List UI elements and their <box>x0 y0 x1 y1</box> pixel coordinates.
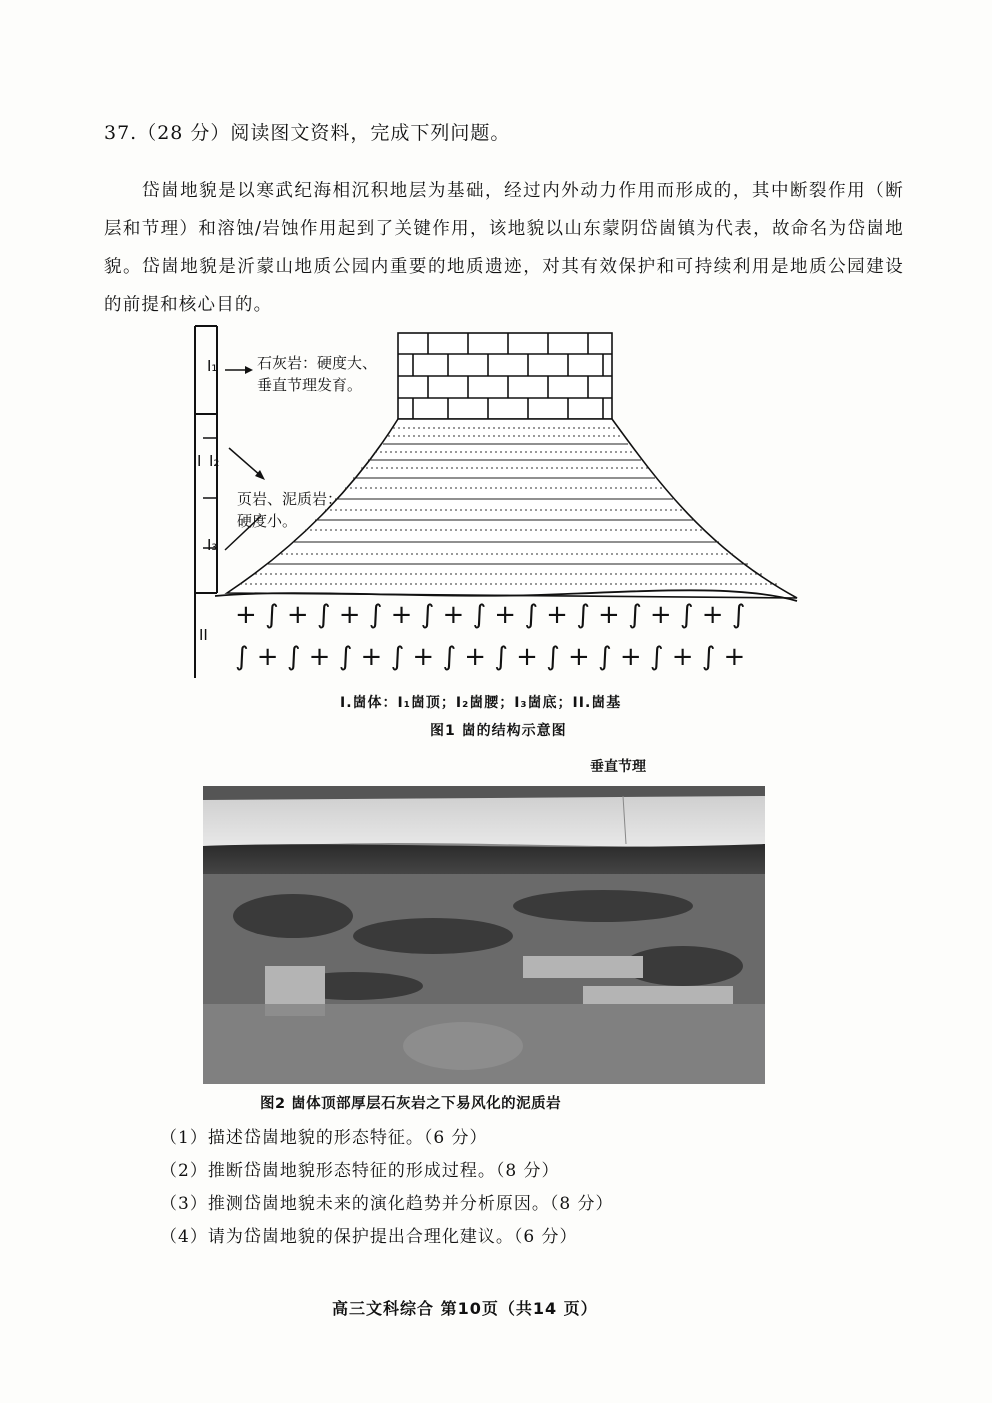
sub-questions <box>160 1122 614 1254</box>
page-footer: 高三文科综合 第10页（共14 页） <box>332 1299 598 1318</box>
shale-label-2: 硬度小。 <box>237 512 298 530</box>
svg-text:+ ∫ + ∫ + ∫ + ∫ + ∫ + ∫ + ∫ +: + ∫ + ∫ + ∫ + ∫ + ∫ + ∫ + ∫ + ∫ + ∫ + ∫ <box>235 600 746 630</box>
label-I2: I₂ <box>209 452 220 470</box>
sub-question-1: （1）描述岱崮地貌的形态特征。（6 分） <box>160 1128 488 1148</box>
question-intro: 岱崮地貌是以寒武纪海相沉积地层为基础，经过内外动力作用而形成的，其中断裂作用（断层和节理）和溶蚀/岩蚀作用起到了关键作用，该地貌以山东蒙阴岱崮镇为代表，故命名为岱崮地貌。岱崮地貌是沂蒙山地质公园内重要的地质遗迹，对其有效保护和可持续利用是地质公园建设的前提和核心目的。 <box>104 181 904 315</box>
sub-question-3: （3）推测岱崮地貌未来的演化趋势并分析原因。（8 分） <box>160 1194 614 1214</box>
limestone-label-2: 垂直节理发育。 <box>257 376 363 394</box>
figure2-photo <box>203 786 765 1084</box>
limestone-block <box>398 333 612 419</box>
label-I: I <box>197 452 202 470</box>
figure1-legend: I.崮体：I₁崮顶；I₂崮腰；I₃崮底；II.崮基 <box>340 695 622 711</box>
base-rock-symbols <box>235 600 745 672</box>
label-I1: I₁ <box>207 357 218 375</box>
vertical-joint-label: 垂直节理 <box>590 759 646 775</box>
figure1-caption: 图1 崮的结构示意图 <box>430 723 567 739</box>
svg-text:∫ + ∫ + ∫ + ∫ + ∫ + ∫ + ∫ + ∫: ∫ + ∫ + ∫ + ∫ + ∫ + ∫ + ∫ + ∫ + ∫ + ∫ + <box>235 642 746 672</box>
figure1-diagram <box>185 318 805 688</box>
sub-question-4: （4）请为岱崮地貌的保护提出合理化建议。（6 分） <box>160 1227 578 1247</box>
shale-label-1: 页岩、泥质岩： <box>237 490 343 508</box>
label-I3: I₃ <box>207 536 218 554</box>
label-II: II <box>199 626 208 644</box>
question-title: 37.（28 分）阅读图文资料，完成下列问题。 <box>104 122 511 144</box>
shale-slope <box>215 419 797 601</box>
sub-question-2: （2）推断岱崮地貌形态特征的形成过程。（8 分） <box>160 1161 560 1181</box>
limestone-label-1: 石灰岩：硬度大、 <box>257 354 378 372</box>
figure2-caption: 图2 崮体顶部厚层石灰岩之下易风化的泥质岩 <box>260 1096 562 1112</box>
